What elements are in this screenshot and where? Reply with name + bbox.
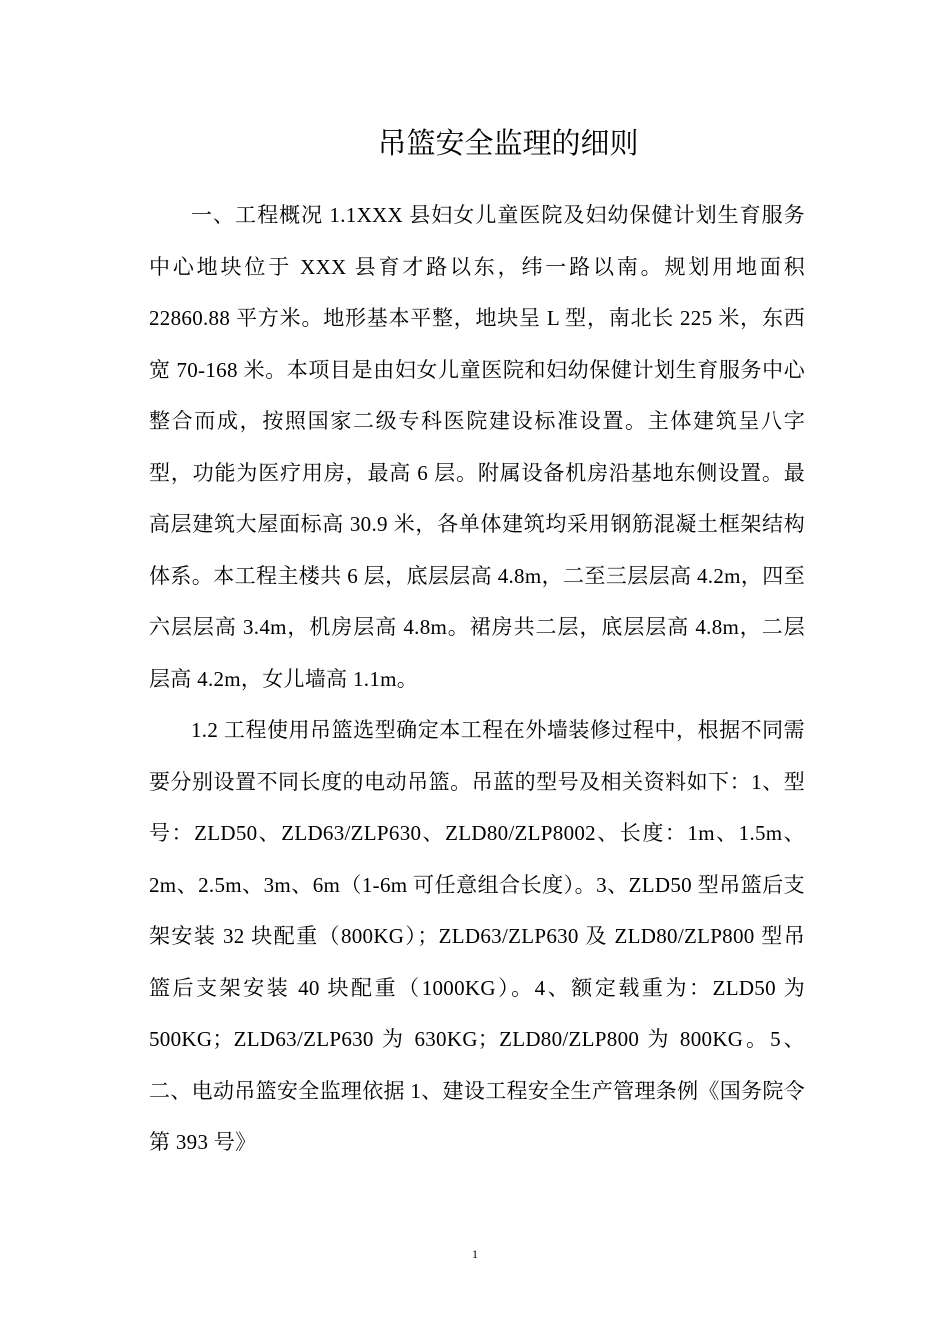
paragraph-basket-selection: 1.2 工程使用吊篮选型确定本工程在外墙装修过程中，根据不同需要分别设置不同长度的电动吊篮。吊蓝的型号及相关资料如下：1、型号：ZLD50、ZLD63/ZLP630、ZLD80/ZLP8002、长度：1m、1.5m、2m、2.5m、3m、6m（1-6m 可任意组合长度）。3、ZLD50 型吊篮后支架安装 32 块配重（800KG）；ZLD63/ZLP630 及 ZLD80/ZLP800 型吊篮后支架安装 40 块配重（1000KG）。4、额定载重为：ZLD50 为 500KG；ZLD63/ZLP630 为 630KG；ZLD80/ZLP800 为 800KG。5、二、电动吊篮安全监理依据 1、建设工程安全生产管理条例《国务院令第 393 号》 (149, 718, 805, 1154)
page-title: 吊篮安全监理的细则 (377, 126, 639, 160)
document-body (149, 190, 805, 1169)
paragraph-project-overview: 一、工程概况 1.1XXX 县妇女儿童医院及妇幼保健计划生育服务中心地块位于 XXX 县育才路以东，纬一路以南。规划用地面积 22860.88 平方米。地形基本平整，地块呈 L 型，南北长 225 米，东西宽 70-168 米。本项目是由妇女儿童医院和妇幼保健计划生育服务中心整合而成，按照国家二级专科医院建设标准设置。主体建筑呈八字型，功能为医疗用房，最高 6 层。附属设备机房沿基地东侧设置。最高层建筑大屋面标高 30.9 米，各单体建筑均采用钢筋混凝土框架结构体系。本工程主楼共 6 层，底层层高 4.8m，二至三层层高 4.2m，四至六层层高 3.4m，机房层高 4.8m。裙房共二层，底层层高 4.8m，二层层高 4.2m，女儿墙高 1.1m。 (149, 203, 805, 691)
page-number: 1 (472, 1247, 478, 1261)
